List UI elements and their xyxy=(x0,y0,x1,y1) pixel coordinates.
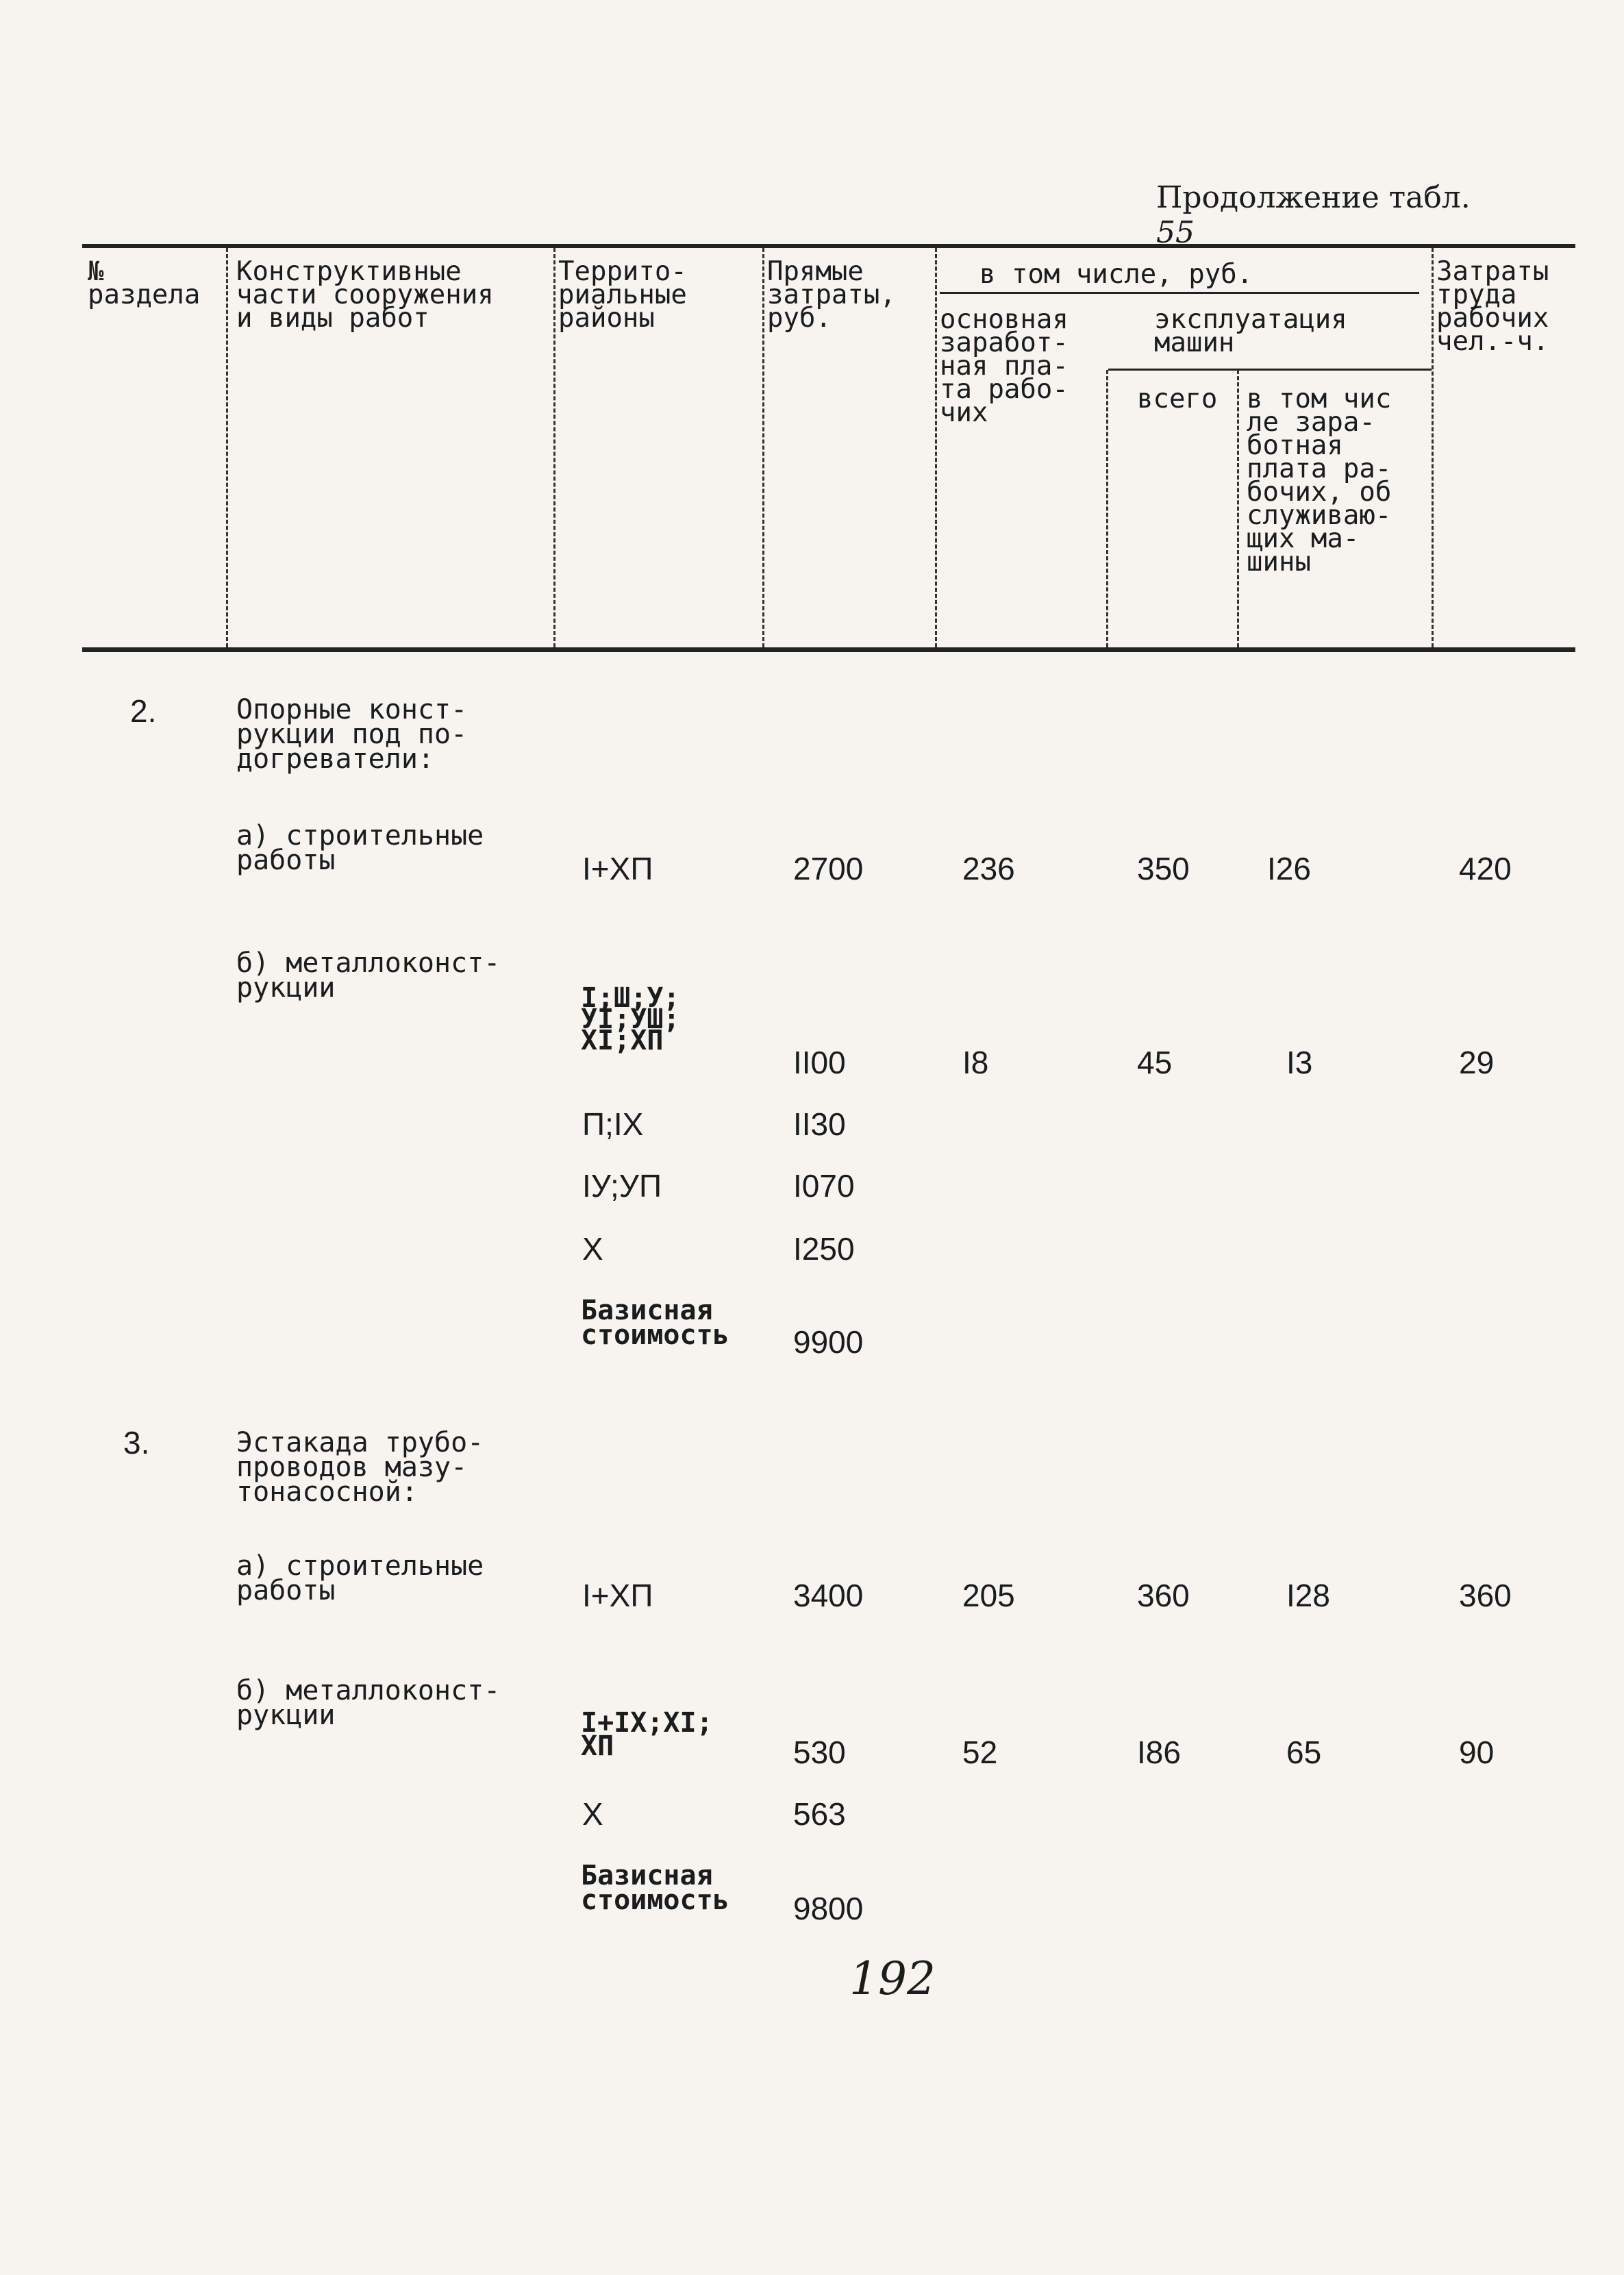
region-cell: I+IX;XI; XП xyxy=(581,1707,713,1762)
direct-cost-cell: II30 xyxy=(793,1106,846,1142)
region-cell: I+XП xyxy=(582,1578,653,1613)
region-cell: П;IX xyxy=(582,1106,644,1142)
table-number: 55 xyxy=(1155,215,1195,250)
machines-total-cell: 350 xyxy=(1137,851,1190,886)
machines-total-cell: 45 xyxy=(1137,1045,1173,1080)
section-title: Эстакада трубо- проводов мазу- тонасосной: xyxy=(236,1427,484,1508)
col-sep-2 xyxy=(553,248,555,647)
item-name: а) строительные работы xyxy=(236,820,484,876)
continuation-label xyxy=(1137,145,1471,250)
col-sep-5 xyxy=(1106,370,1108,647)
page-number: 192 xyxy=(849,1952,936,2005)
labor-cell: 90 xyxy=(1459,1735,1495,1770)
machines-wages-cell: I26 xyxy=(1267,851,1311,886)
item-name: б) металлоконст- рукции xyxy=(236,947,501,1004)
direct-cost-cell: 2700 xyxy=(793,851,864,886)
including-underline xyxy=(940,292,1419,294)
direct-cost-cell: I070 xyxy=(793,1168,855,1204)
machines-wages-cell: I3 xyxy=(1286,1045,1313,1080)
wages-cell: 205 xyxy=(962,1578,1015,1613)
direct-cost-cell: 3400 xyxy=(793,1578,864,1613)
header-labor: Затраты труда рабочих чел.-ч. xyxy=(1436,256,1549,357)
header-machines-wages: в том чис ле зара- ботная плата ра- бочих, об служиваю- щих ма- шины xyxy=(1247,384,1392,577)
continuation-text: Продолжение табл. xyxy=(1155,180,1471,215)
direct-cost-cell: II00 xyxy=(793,1045,846,1080)
wages-cell: 52 xyxy=(962,1735,998,1770)
col-sep-3 xyxy=(762,248,764,647)
machines-total-cell: 360 xyxy=(1137,1578,1190,1613)
machines-underline xyxy=(1108,369,1432,371)
header-machines-total: всего xyxy=(1137,384,1218,414)
wages-cell: I8 xyxy=(962,1045,989,1080)
item-name: б) металлоконст- рукции xyxy=(236,1675,501,1731)
col-sep-1 xyxy=(226,248,228,647)
wages-cell: 236 xyxy=(962,851,1015,886)
col-sep-4 xyxy=(935,248,937,647)
header-direct-costs: Прямые затраты, руб. xyxy=(767,256,896,334)
section-number: 3. xyxy=(123,1425,150,1460)
col-sep-6 xyxy=(1237,370,1239,647)
table-header-bottom-rule xyxy=(82,647,1575,652)
base-cost-value: 9900 xyxy=(793,1324,864,1360)
base-cost-value: 9800 xyxy=(793,1891,864,1926)
labor-cell: 360 xyxy=(1459,1578,1512,1613)
header-structural-parts: Конструктивные части сооружения и виды работ xyxy=(236,256,494,334)
machines-wages-cell: I28 xyxy=(1286,1578,1330,1613)
table-top-rule xyxy=(82,244,1575,248)
header-regions: Террито- риальные районы xyxy=(558,256,687,334)
region-cell: X xyxy=(582,1231,603,1267)
direct-cost-cell: I250 xyxy=(793,1231,855,1267)
header-machines: эксплуатация машин xyxy=(1154,304,1347,358)
section-title: Опорные конст- рукции под по- догреватели: xyxy=(236,694,468,775)
header-section-number: № раздела xyxy=(88,256,201,310)
machines-total-cell: I86 xyxy=(1137,1735,1181,1770)
machines-wages-cell: 65 xyxy=(1286,1735,1322,1770)
region-cell: I+XП xyxy=(582,851,653,886)
region-cell: I;Ш;У; УI;УШ; XI;XП xyxy=(581,982,680,1056)
col-sep-7 xyxy=(1432,248,1434,647)
base-cost-label: Базисная стоимость xyxy=(581,1860,729,1916)
section-number: 2. xyxy=(130,693,157,729)
region-cell: IУ;УП xyxy=(582,1168,662,1204)
base-cost-label: Базисная стоимость xyxy=(581,1295,729,1351)
direct-cost-cell: 563 xyxy=(793,1796,846,1832)
header-base-wages: основная заработ- ная пла- та рабо- чих xyxy=(940,304,1069,428)
region-cell: X xyxy=(582,1796,603,1832)
labor-cell: 420 xyxy=(1459,851,1512,886)
header-including: в том числе, руб. xyxy=(979,259,1253,290)
item-name: а) строительные работы xyxy=(236,1550,484,1606)
labor-cell: 29 xyxy=(1459,1045,1495,1080)
direct-cost-cell: 530 xyxy=(793,1735,846,1770)
